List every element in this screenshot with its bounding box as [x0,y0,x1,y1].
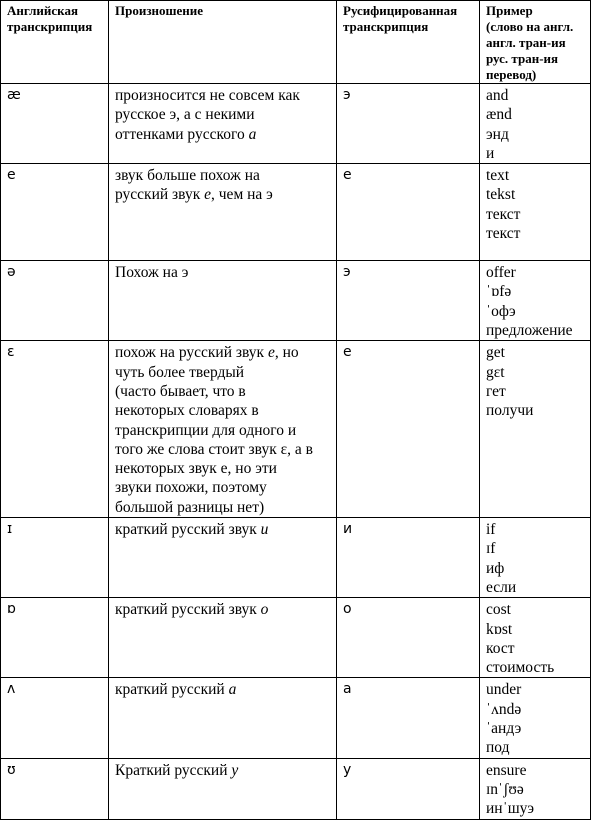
pronunciation-line [115,761,332,780]
russified-cell: а [337,678,480,758]
pronunciation-line [115,263,332,282]
example-cell [480,261,591,341]
pronunciation-cell [109,758,337,819]
example-line: под [486,739,510,757]
pronunciation-line [115,382,332,401]
example-cell [480,758,591,819]
example-cell [480,164,591,261]
example-line: инˈшуэ [486,800,535,818]
pronunciation-line [115,105,332,124]
pronunciation-italic-letter: и [260,521,269,539]
example-line: and [486,87,509,104]
symbol-cell: æ [1,84,109,164]
pronunciation-text: краткий русский звук [115,601,261,619]
symbol-cell: ɪ [1,518,109,598]
pronunciation-text: того же слова стоит звук ɛ, а в [115,440,313,458]
pronunciation-cell [109,84,337,164]
example-cell [480,341,591,518]
example-cell [480,518,591,598]
header-text: транскрипция [343,19,429,34]
pronunciation-italic-letter: а [248,125,257,143]
pronunciation-line [115,520,332,539]
example-line: текст [486,225,521,243]
russified-cell: э [337,84,480,164]
header-english-transcription [1,1,109,84]
header-text: Пример [486,3,533,18]
example-line: предложение [486,322,573,340]
pronunciation-text: русское э, а с некими [115,106,255,124]
example-line: ˈофэ [486,302,516,320]
header-text: Произношение [115,3,204,18]
pronunciation-italic-letter: е [204,186,212,204]
table-row [1,164,591,261]
pronunciation-text: чуть более твердый [115,363,245,381]
symbol-cell: ʌ [1,678,109,758]
pronunciation-text: транскрипции для одного и [115,421,297,439]
header-text: Русифицированная [343,3,458,18]
pronunciation-cell [109,164,337,261]
pronunciation-italic-letter: у [231,761,239,779]
russified-cell: е [337,164,480,261]
pronunciation-italic-letter: о [260,601,269,619]
example-line: get [486,344,505,362]
pronunciation-italic-letter: е [267,344,275,362]
russified-cell: о [337,598,480,678]
pronunciation-cell [109,341,337,518]
header-text: англ. тран-ия [486,35,566,50]
pronunciation-line [115,401,332,420]
example-line: if [486,521,496,539]
russified-cell: э [337,261,480,341]
table-row [1,84,591,164]
example-line: tekst [486,186,516,204]
pronunciation-cell [109,678,337,758]
pronunciation-cell [109,518,337,598]
example-line: ɪf [486,540,496,558]
header-pronunciation [109,1,337,84]
table-row [1,678,591,758]
example-line: under [486,681,522,699]
russified-cell: у [337,758,480,819]
symbol-cell: e [1,164,109,261]
example-line: текст [486,205,521,223]
pronunciation-text: Похож на э [115,264,189,282]
pronunciation-line [115,498,332,517]
pronunciation-cell [109,598,337,678]
example-line: ænd [486,106,512,124]
table-row [1,261,591,341]
pronunciation-line [115,421,332,440]
example-line: стоимость [486,659,555,677]
example-line: гет [486,382,506,400]
example-line: ˈандэ [486,720,522,738]
example-cell [480,84,591,164]
symbol-cell: ɛ [1,341,109,518]
pronunciation-text: звук больше похож на [115,167,260,185]
example-line: и [486,144,495,162]
example-line: ɪnˈʃʊə [486,780,524,798]
pronunciation-cell [109,261,337,341]
header-text: Английская [7,3,78,18]
pronunciation-line [115,478,332,497]
pronunciation-line [115,680,332,699]
table-row [1,341,591,518]
header-text: транскрипция [7,19,93,34]
example-line: gɛt [486,363,505,381]
example-line: ensure [486,761,527,779]
table-row [1,758,591,819]
pronunciation-text: (часто бывает, что в [115,382,246,400]
table-body [1,84,591,820]
pronunciation-italic-letter: а [228,681,237,699]
example-line: иф [486,559,505,577]
table-row [1,518,591,598]
pronunciation-text: большой разницы нет) [115,498,265,516]
pronunciation-text: похож на русский звук [115,344,268,362]
symbol-cell: ə [1,261,109,341]
example-line: если [486,578,517,596]
example-line: offer [486,264,516,282]
pronunciation-text: Краткий русский [115,761,232,779]
symbol-cell: ʊ [1,758,109,819]
pronunciation-line [115,363,332,382]
example-cell [480,598,591,678]
pronunciation-line [115,459,332,478]
header-example [480,1,591,84]
pronunciation-text: , но [274,344,299,362]
pronunciation-line [115,185,332,204]
pronunciation-line [115,343,332,362]
pronunciation-text: краткий русский [115,681,229,699]
example-line: cost [486,601,511,619]
example-line: получи [486,402,534,420]
example-cell [480,678,591,758]
pronunciation-text: звуки похожи, поэтому [115,479,267,497]
pronunciation-text: некоторых словарях в [115,402,259,420]
pronunciation-text: некоторых звук e, но эти [115,460,277,478]
pronunciation-line [115,166,332,185]
header-russified-transcription [337,1,480,84]
russified-cell: и [337,518,480,598]
pronunciation-line [115,440,332,459]
header-row [1,1,591,84]
table-row [1,598,591,678]
pronunciation-text: русский звук [115,186,205,204]
pronunciation-text: произносится не совсем как [115,87,300,104]
symbol-cell: ɒ [1,598,109,678]
example-line: ˈʌndə [486,700,522,718]
example-line: ˈɒfə [486,283,512,301]
russified-cell: е [337,341,480,518]
example-line: kɒst [486,620,513,638]
pronunciation-text: , чем на э [211,186,273,204]
pronunciation-line [115,600,332,619]
example-line: text [486,167,510,185]
pronunciation-line [115,86,332,105]
pronunciation-text: краткий русский звук [115,521,261,539]
example-line: энд [486,125,509,143]
header-text: (слово на англ. [486,19,574,34]
pronunciation-text: оттенками русского [115,125,249,143]
header-text: рус. тран-ия [486,51,559,66]
header-text: перевод) [486,67,537,82]
example-line: кост [486,639,515,657]
pronunciation-line [115,125,332,144]
